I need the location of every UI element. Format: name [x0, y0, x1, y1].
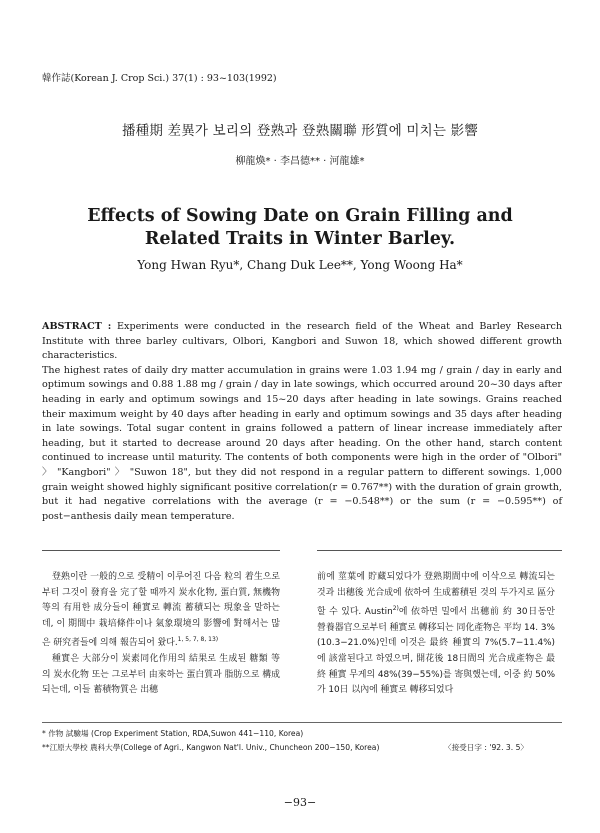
body-left-text-1: 登熟이란 一般的으로 受精이 이루어진 다음 粒의 着生으로 부터 그것이 發育을 完了할 때까지 炭水化物, 蛋白質, 無機物 等의 有用한 成分들이 種實로 轉流 蓄積되는 現象을 말하는데, 이 期間中 栽培條件이나 氣象環境의 影響에 對해서는 많은 研究者들에 의해 報告되어 왔다. — [42, 572, 280, 649]
page-number: −93− — [283, 796, 317, 809]
column-rule-left — [42, 550, 280, 551]
abstract-text-1: Experiments were conducted in the research field of the Wheat and Barley Research Institute with three barley cultivars, Olbori, Kangbori and Suwon 18, which showed different growth characteristics. — [42, 321, 563, 362]
english-authors: Yong Hwan Ryu*, Chang Duk Lee**, Yong Woong Ha* — [137, 258, 463, 272]
citation-ref: 2) — [392, 605, 399, 613]
body-right-text-b: 에 依하면 밀에서 出穗前 約 30日동안 營養器官으로부터 種實로 轉移되는 同化產物은 平均 14. 3% (10.3−21.0%)인데 이것은 最終 種實의 7%(5.7−11.4%)에 該當된다고 하였으며, 開花後 18日間의 光合成產物은 最終 種實 무게의 48%(39−55%)를 寄與했는데, 이중 約 50%가 10日 以內에 種實로 轉移되었다 — [317, 607, 556, 696]
body-column-right — [317, 570, 555, 699]
footnote-affiliation-1: * 作物 試驗場 (Crop Experiment Station, RDA,Suwon 441−110, Korea) — [42, 729, 304, 738]
english-title — [0, 205, 600, 251]
journal-reference: 韓作誌(Korean J. Crop Sci.) 37(1) : 93~103(1992) — [42, 73, 277, 84]
abstract-label: ABSTRACT : — [42, 321, 112, 332]
korean-title: 播種期 差異가 보리의 登熟과 登熟關聯 形質에 미치는 影響 — [121, 123, 479, 139]
english-title-line2: Related Traits in Winter Barley. — [144, 229, 456, 249]
column-rule-right — [317, 550, 562, 551]
body-right-paragraph-1 — [317, 570, 555, 699]
body-left-paragraph-2: 種實은 大部分이 炭素同化作用의 結果로 生成된 糖類 等의 炭水化物 또는 그로부터 由來하는 蛋白質과 脂肪으로 構成되는데, 이들 蓄積物質은 出穗 — [42, 653, 280, 696]
abstract-paragraph-2: The highest rates of daily dry matter accumulation in grains were 1.03 1.94 mg / grain / day in early and optimum sowings and 0.88 1.88 mg / grain / day in late sowings, which occurred around 20~30 days after heading in early and optimum sowings and 15~20 days after heading in late sowings. Grains reached their maximum weight by 40 days after heading in early and optimum sowings and 35 days after heading in late sowings. Total sugar content in grains followed a pattern of linear increase immediately after heading, but it started to decrease around 20 days after heading. On the other hand, starch content continued to increase until maturity. The contents of both components were high in the order of "Olbori" 〉 "Kangbori" 〉 "Suwon 18", but they did not respond in a regular pattern to different sowings. 1,000 grain weight showed highly significant positive correlation(r = 0.767**) with the duration of grain growth, but it had negative correlations with the average (r = −0.548**) or the sum (r = −0.595**) of post−anthesis daily mean temperature. — [42, 364, 562, 522]
footnote-rule — [42, 722, 562, 723]
body-right-text-a: 前에 莖葉에 貯藏되었다가 登熟期間中에 이삭으로 轉流되는 것과 出穗後 光合成에 依하여 生成蓄積된 것의 두가지로 區分할 수 있다. Austin — [317, 572, 555, 618]
abstract-paragraph-1 — [42, 320, 562, 364]
footnote-affiliation-2: **江原大學校 農科大學(College of Agri., Kangwon Nat'l. Univ., Chuncheon 200−150, Korea) — [42, 743, 380, 752]
received-date: 〈接受日字 : '92. 3. 5〉 — [444, 743, 529, 752]
body-left-paragraph-1 — [42, 570, 280, 652]
korean-authors: 柳龍煥* · 李昌德** · 河龍雄* — [235, 156, 365, 167]
body-column-left — [42, 570, 280, 699]
citation-refs: 1, 5, 7, 8, 13) — [177, 636, 219, 644]
abstract — [42, 320, 562, 524]
english-title-line1: Effects of Sowing Date on Grain Filling and — [87, 206, 513, 226]
